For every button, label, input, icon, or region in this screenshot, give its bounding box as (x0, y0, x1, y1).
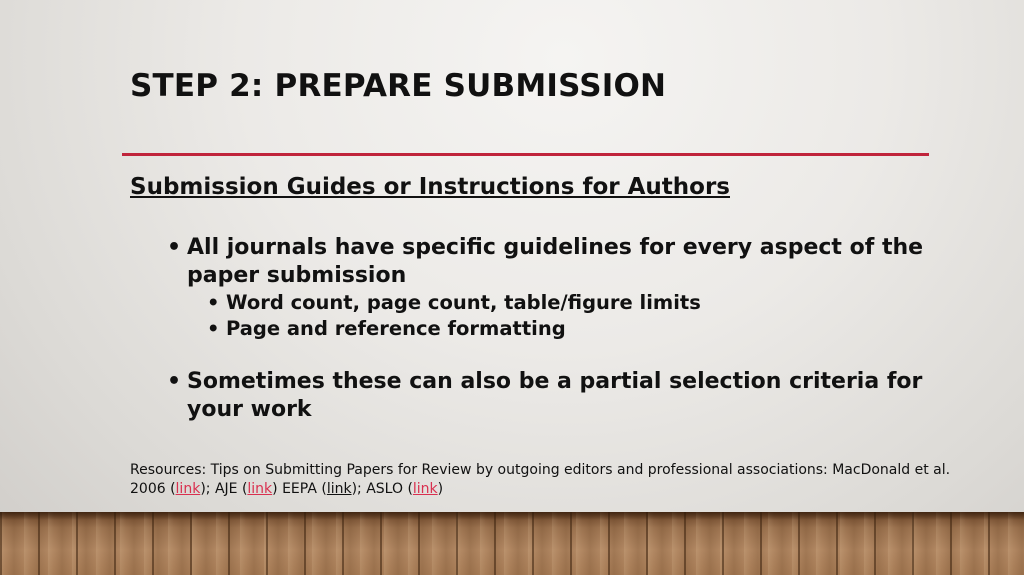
bullet-text: All journals have specific guidelines for every aspect of the paper submission (187, 235, 924, 288)
title-divider (122, 153, 929, 156)
resources-intro: Resources: Tips on Submitting Papers for Review by outgoing editors and professional associations: MacDonald et al. 2006 ( (130, 462, 951, 497)
floor-shadow (0, 512, 1024, 520)
slide-title: STEP 2: PREPARE SUBMISSION (130, 68, 667, 104)
bullet-dot-icon: • (167, 235, 182, 260)
resources-separator: ) EEPA ( (272, 481, 327, 497)
resource-link-eepa[interactable]: link (326, 481, 352, 497)
bullet-dot-icon: • (167, 369, 182, 394)
resources-note (130, 461, 960, 499)
resource-link-aslo[interactable]: link (412, 481, 438, 497)
resource-link-macdonald[interactable]: link (175, 481, 201, 497)
resources-separator: ); ASLO ( (351, 481, 413, 497)
sub-bullet-item (207, 316, 566, 342)
bullet-text: Sometimes these can also be a partial selection criteria for your work (187, 369, 923, 422)
bullet-item (167, 368, 967, 424)
bullet-dot-icon: • (207, 317, 220, 340)
sub-bullet-item (207, 290, 701, 316)
wood-floor-decoration (0, 512, 1024, 575)
resources-separator: ); AJE ( (200, 481, 248, 497)
sub-bullet-text: Word count, page count, table/figure limits (226, 291, 701, 314)
section-subheading: Submission Guides or Instructions for Authors (130, 174, 730, 200)
resource-link-aje[interactable]: link (247, 481, 273, 497)
bullet-dot-icon: • (207, 291, 220, 314)
resources-end: ) (437, 481, 444, 497)
sub-bullet-text: Page and reference formatting (226, 317, 566, 340)
bullet-item (167, 234, 967, 290)
